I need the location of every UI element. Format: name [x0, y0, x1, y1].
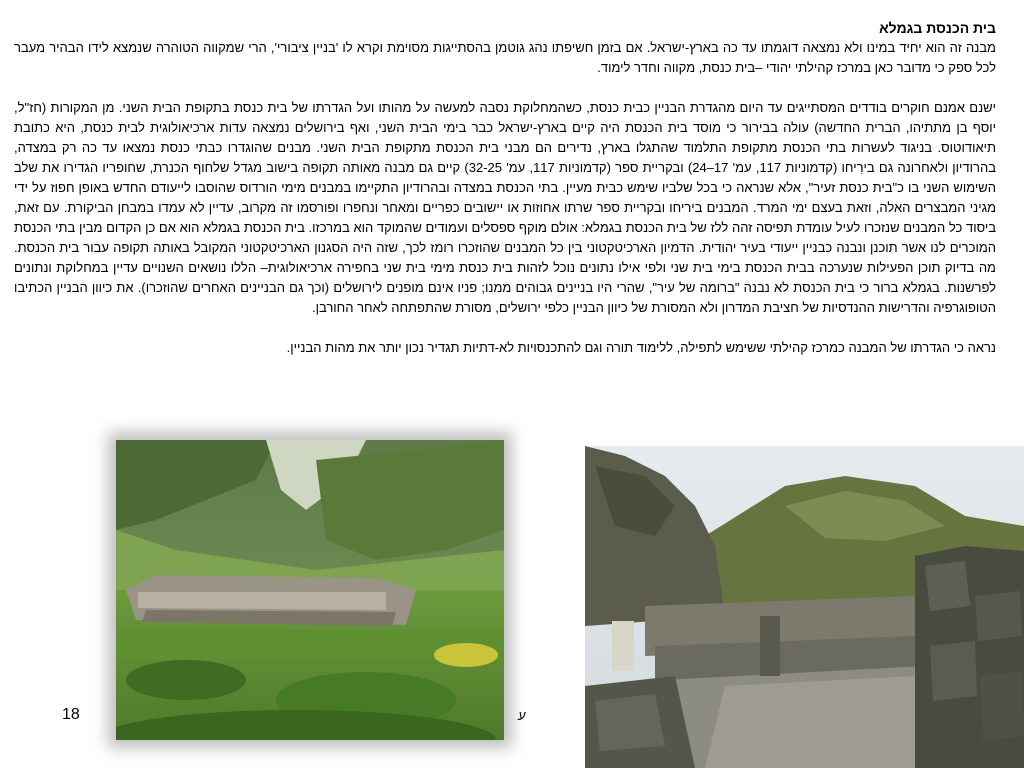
- article-title: בית הכנסת בגמלא: [879, 20, 996, 36]
- ruins-photo-drawing: [585, 446, 1024, 768]
- stone-ruins-benches-photo: [585, 446, 1024, 768]
- main-paragraph: ישנם אמנם חוקרים בודדים המסתייגים עד היום מהגדרת הבניין כבית כנסת, כשהמחלוקת נסבה למעשה על מהותו ועל הגדרתו של בית כנסת בתקופת הבית השני. מן המקורות (חז"ל, יוסף בן מתתיהו, הברית החדשה) עולה בבירור כי מוסד בית הכנסת היה קיים בארץ-ישראל כבר בימי הבית השני, ואף בירושלים נמצאה עדות ארכיאולוגית לבית כנסת, היא כתובת תיאודוטוס. בניגוד לעשרות בתי הכנסת מתקופת התלמוד שהתגלו בארץ, נדירים הם מבני בית הכנסת מתקופת הבית השני. מבנים שהוגדרו כבתי כנסת נמצאו עד כה רק במצדה, בהרודיון ולאחרונה גם בירִיחו (קדמוניות 117, עמ' 17–24) ובקריית ספר (קדמוניות 117, עמ' 32-25) קיים גם מבנה מאותה תקופה בישוב מגדל שלחוף הכנרת, שחופריו הגדירו את שלב השימוש השני בו כ"בית כנסת זעיר", אלא שנראה כי בכל שלביו שימש כבית מעיין. בתי הכנסת במצדה ובהרודיון התקיימו במבנים מימי הורדוס שהוסבו לייעודם החדש באופן חפוז על ידי מגיני המבצרים האלה, וזאת בעצם ימי המרד. המבנים ביריחו ובקריית ספר שרתו אחוזות או יישובים כפריים ומאחר ונחפרו ופורסמו זה מקרוב, עדיין לא עמדו במבחן הביקורת. עם זאת, ביסוד כל המבנים שנזכרו לעיל עומדת תפיסה זהה ללז של בית הכנסת בגמלא: אולם מוקף ספסלים ועמודים שהמוקד הוא במרכזו. בית הכנסת בגמלא הוא אם כן הקדום מבין בתי הכנסת המוכרים לנו אשר תוכנן ונבנה כבניין ייעודי בעיר יהודית. הדמיון הארכיטקטוני בין כל המבנים שהוזכרו רומז לכך, שזה היה הסגנון הארכיטקטוני המקובל באותה תקופה עבור בית הכנסת. מה בדיוק תוכן הפעילות שנערכה בבית הכנסת בימי בית שני ולפי אילו נתונים נוכל לזהות בית כנסת מימי בית שני בחפירה ארכיאולוגית– הללו נושאים השנויים עדיין במחלוקת ונתונים לפרשנות. בגמלא ברור כי בית הכנסת לא נבנה "ברומה של עיר", שהרי היו בניינים גבוהים ממנו; פניו אינם מופנים לירושלים (וכך גם הבניינים האחרים שהוזכרו). את כיוון הבניין הכתיבו הטופוגרפיה והדרישות ההנדסיות של חציבת המדרון ולא המסורת של כיוון הבניין כלפי ירושלים, מסורת שהתפתחה לאחר החורבן.: [14, 100, 996, 315]
- article-body: [14, 18, 996, 358]
- paragraph-spacer: [14, 78, 996, 98]
- caption-fragment: ע: [518, 708, 526, 723]
- paragraph-spacer: [14, 318, 996, 338]
- page-number: 18: [62, 706, 80, 723]
- conclusion-paragraph: נראה כי הגדרתו של המבנה כמרכז קהילתי ששימש לתפילה, ללימוד תורה וגם להתכנסויות לא-דתיות תגדיר נכון יותר את מהות הבניין.: [286, 340, 996, 355]
- synagogue-ruins-hillside-photo: [116, 440, 504, 740]
- hillside-photo-drawing: [116, 440, 504, 740]
- intro-paragraph: מבנה זה הוא יחיד במינו ולא נמצאה דוגמתו עד כה בארץ-ישראל. אם בזמן חשיפתו נהג גוטמן בהסתייגות מסוימת וקרא לו 'בניין ציבורי', הרי שמקווה הטוהרה שנמצא לידו הבהיר מעבר לכל ספק כי מדובר כאן במרכז קהילתי יהודי –בית כנסת, מקווה וחדר לימוד.: [14, 40, 996, 75]
